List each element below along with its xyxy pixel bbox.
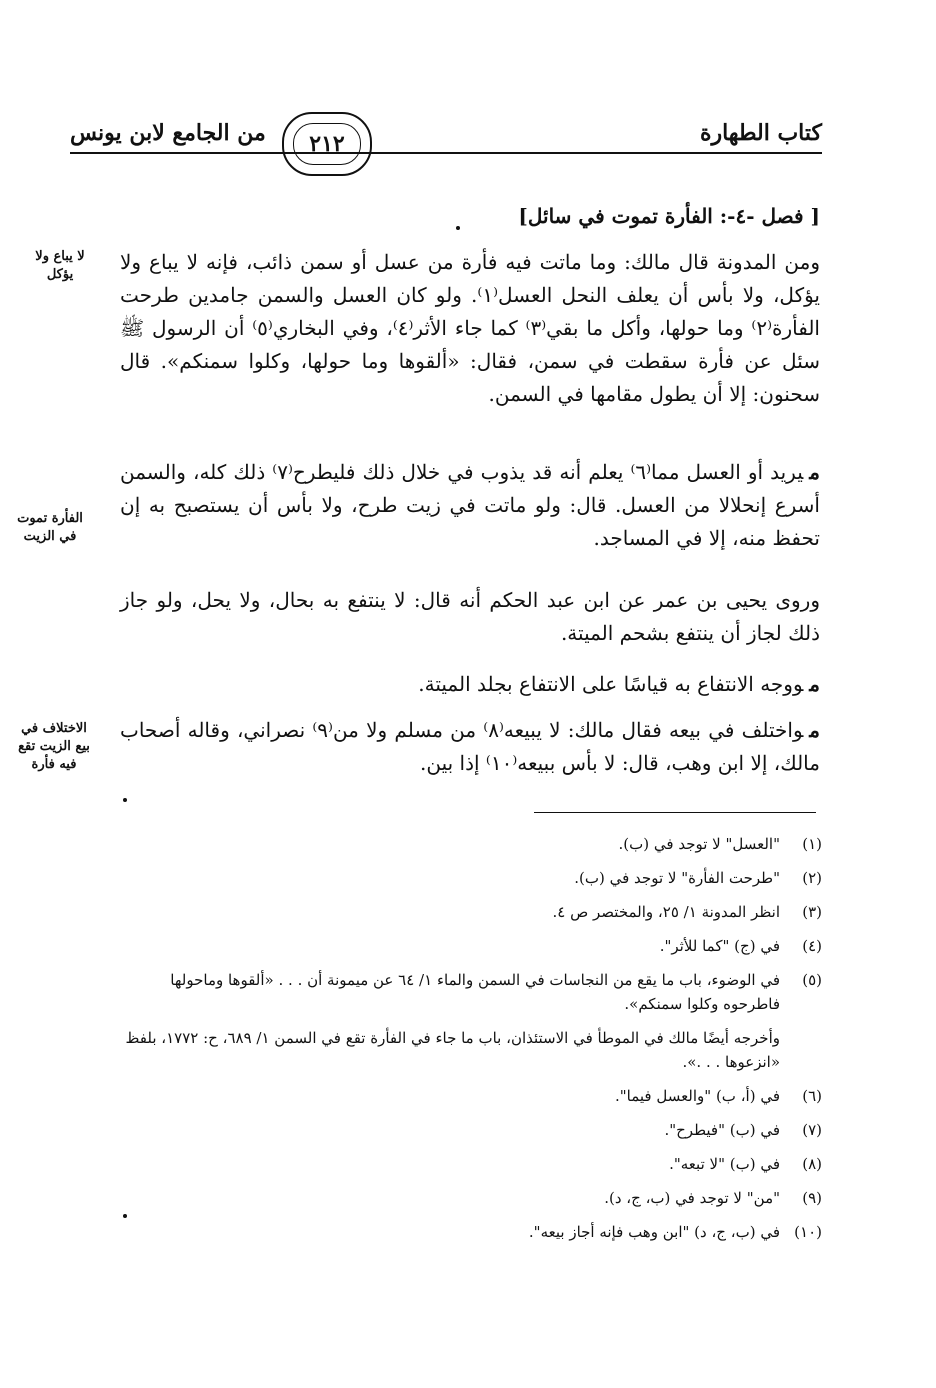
footnote-text: في (ج) "كما للأثر". [659, 937, 780, 955]
footnote [110, 832, 822, 856]
footnote [110, 1118, 822, 1142]
footnote-text: انظر المدونة ١/ ٢٥، والمختصر ص ٤. [552, 903, 780, 921]
mim-symbol: م [809, 718, 820, 742]
paragraph-text: واختلف في بيعه فقال مالك: لا يبيعه⁽٨⁾ من مسلم ولا من⁽٩⁾ نصراني، وقاله أصحاب مالك، إلا ابن وهب، قال: لا بأس ببيعه⁽١٠⁾ إذا بين. [120, 718, 820, 775]
ink-speck [456, 226, 460, 230]
paragraph-1 [120, 246, 820, 411]
mim-symbol: م [809, 460, 820, 484]
footnote-text: "من" لا توجد في (ب، ج، د). [604, 1189, 780, 1207]
footnote-number: (٢) [802, 869, 822, 887]
ink-speck [123, 798, 127, 802]
footnote-continuation [110, 1026, 822, 1074]
page-number-medallion [282, 112, 372, 176]
section-title: [ فصل -٤-: الفأرة تموت في سائل] [518, 204, 820, 228]
header-chapter-title: كتاب الطهارة [699, 120, 822, 146]
footnote-number: (٩) [802, 1189, 822, 1207]
footnote [110, 1220, 822, 1244]
footnote-text: في (أ، ب) "والعسل فيما". [614, 1087, 780, 1105]
footnotes [110, 832, 822, 1254]
margin-note-2: الفأرة تموت في الزيت [17, 511, 83, 544]
paragraph-2 [120, 456, 820, 555]
footnote-number: (١٠) [794, 1223, 822, 1241]
footnote [110, 900, 822, 924]
footnote-text: في (ب) "فيطرح". [664, 1121, 780, 1139]
paragraph-3 [120, 584, 820, 650]
footnote-text: "طرحت الفأرة" لا توجد في (ب). [574, 869, 780, 887]
paragraph-text: ومن المدونة قال مالك: وما ماتت فيه فأرة من عسل أو سمن ذائب، فإنه لا يباع ولا يؤكل، ولا بأس أن يعلف النحل العسل⁽١⁾. ولو كان العسل والسمن جامدين طرحت الفأرة⁽٢⁾ وما حولها، وأكل ما بقي⁽٣⁾ كما جاء الأثر⁽٤⁾، وفي البخاري⁽٥⁾ أن الرسول ﷺ سئل عن فأرة سقطت في سمن، فقال: «ألقوها وما حولها، وكلوا سمنكم». قال سحنون: إلا أن يطول مقامها في السمن. [120, 250, 820, 406]
footnote-number: (٨) [802, 1155, 822, 1173]
footnote [110, 1152, 822, 1176]
header-book-title: من الجامع لابن يونس [70, 120, 266, 146]
footnote-number: (٧) [802, 1121, 822, 1139]
header-rule [70, 152, 822, 154]
mim-symbol: م [809, 672, 820, 696]
section-heading-block [120, 200, 820, 233]
footnote-text: في (ب، ج، د) "ابن وهب فإنه أجاز بيعه". [528, 1223, 780, 1241]
footnote-number [786, 1026, 822, 1074]
footnote [110, 934, 822, 958]
footnote-text: وأخرجه أيضًا مالك في الموطأ في الاستئذان، باب ما جاء في الفأرة تقع في السمن ١/ ٦٨٩، ح: ١٧٧٢، بلفظ «انزعوها . . .». [125, 1029, 780, 1071]
footnote-text: "العسل" لا توجد في (ب). [618, 835, 780, 853]
paragraph-4 [120, 668, 820, 701]
footnote-text: في (ب) "لا تبعه". [669, 1155, 780, 1173]
running-header [70, 112, 822, 172]
footnote-number: (٤) [802, 937, 822, 955]
footnote-separator [534, 812, 816, 813]
footnote [110, 1084, 822, 1108]
margin-note-1: لا يباع ولا يؤكل [35, 249, 85, 282]
footnote-number: (٣) [802, 903, 822, 921]
paragraph-text: وروى يحيى بن عمر عن ابن عبد الحكم أنه قال: لا ينتفع به بحال، ولا يحل، ولو جاز ذلك لجاز أن ينتفع بشحم الميتة. [120, 588, 821, 645]
paragraph-text: يريد أو العسل مما⁽٦⁾ يعلم أنه قد يذوب في خلال ذلك فليطرح⁽٧⁾ ذلك كله، والسمن أسرع إنحلالا من العسل. قال: ولو ماتت في زيت طرح، ولا بأس أن يستصبح به إن تحفظ منه، إلا في المساجد. [120, 460, 820, 550]
paragraph-5 [120, 714, 820, 780]
paragraph-text: ووجه الانتفاع به قياسًا على الانتفاع بجلد الميتة. [418, 672, 804, 696]
footnote [110, 968, 822, 1016]
footnote-number: (١) [802, 835, 822, 853]
footnote-number: (٦) [802, 1087, 822, 1105]
footnote [110, 866, 822, 890]
page-number: ٢١٢ [293, 123, 361, 165]
footnote-number: (٥) [802, 971, 822, 989]
footnote [110, 1186, 822, 1210]
footnote-text: في الوضوء، باب ما يقع من النجاسات في السمن والماء ١/ ٦٤ عن ميمونة أن . . . «ألقوها وماحولها فاطرحوه وكلوا سمنكم». [170, 971, 780, 1013]
margin-note-3: الاختلاف في بيع الزيت تقع فيه فأرة [18, 721, 90, 772]
